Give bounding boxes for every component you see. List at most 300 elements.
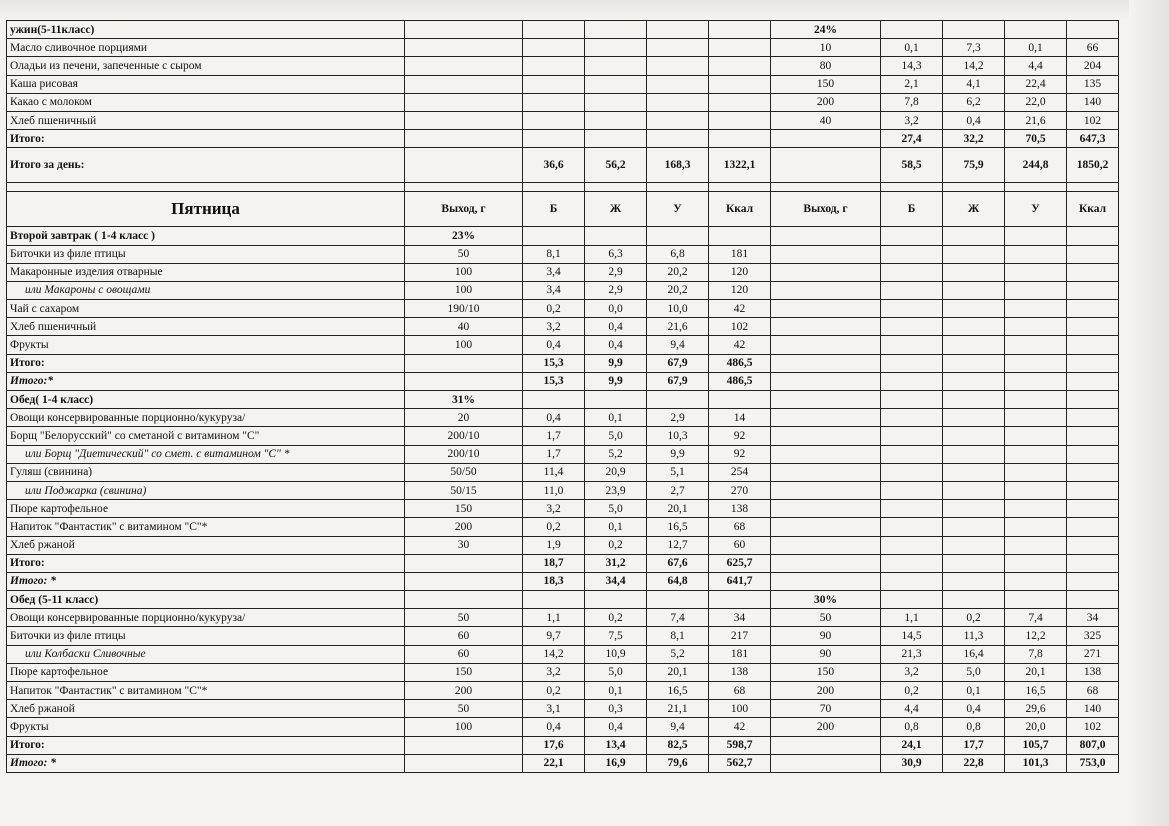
table-cell: 11,0 [523,481,585,499]
table-cell [405,554,523,572]
table-cell [1005,391,1067,409]
table-cell: 181 [709,245,771,263]
table-row [7,536,1119,554]
table-cell: 753,0 [1067,754,1119,772]
table-cell [1005,227,1067,245]
table-cell: 0,8 [943,718,1005,736]
table-cell: 1,7 [523,427,585,445]
table-cell [585,227,647,245]
table-cell [405,354,523,372]
table-cell [881,227,943,245]
table-cell [585,183,647,192]
section-title: Второй завтрак ( 1-4 класс ) [7,227,405,245]
day-total-label: Итого за день: [7,148,405,183]
table-cell: 2,9 [647,409,709,427]
table-cell [943,463,1005,481]
table-cell [1067,245,1119,263]
table-cell: 3,2 [523,500,585,518]
table-cell: 138 [1067,663,1119,681]
table-cell [647,21,709,39]
table-cell: 168,3 [647,148,709,183]
table-cell [1067,409,1119,427]
table-cell: 200/10 [405,445,523,463]
table-cell: 100 [405,336,523,354]
table-cell: 82,5 [647,736,709,754]
table-row [7,245,1119,263]
section-title-row [7,21,1119,39]
menu-table [6,20,1119,773]
total-label: Итого: [7,354,405,372]
table-cell: 22,8 [943,754,1005,772]
table-cell [585,130,647,148]
table-cell: 30 [405,536,523,554]
table-cell: 0,1 [881,39,943,57]
dish-name: Напиток "Фантастик" с витамином "С"* [7,518,405,536]
section-title-row [7,227,1119,245]
table-cell: 32,2 [943,130,1005,148]
table-cell: 9,9 [585,372,647,390]
table-cell [405,21,523,39]
column-header: Ккал [1067,192,1119,227]
scan-edge-top [0,0,1169,20]
table-cell [1067,21,1119,39]
table-cell: 150 [771,663,881,681]
table-cell: 40 [405,318,523,336]
table-cell: 20,9 [585,463,647,481]
table-cell: 1322,1 [709,148,771,183]
table-cell [881,554,943,572]
section-title: Обед( 1-4 класс) [7,391,405,409]
table-cell [1067,183,1119,192]
table-cell: 67,9 [647,354,709,372]
table-cell: 102 [709,318,771,336]
table-cell: 5,0 [943,663,1005,681]
table-row [7,93,1119,111]
table-cell: 50/50 [405,463,523,481]
table-row [7,57,1119,75]
table-cell: 181 [709,645,771,663]
table-cell [709,130,771,148]
table-cell [7,183,405,192]
total-label: Итого: * [7,572,405,590]
table-cell: 1,9 [523,536,585,554]
table-cell [585,57,647,75]
table-cell: 807,0 [1067,736,1119,754]
table-cell: 254 [709,463,771,481]
table-cell [881,263,943,281]
table-cell [585,391,647,409]
table-cell [881,300,943,318]
dish-name: Чай с сахаром [7,300,405,318]
table-cell [771,300,881,318]
table-cell [881,591,943,609]
table-cell [943,263,1005,281]
table-cell: 20,2 [647,281,709,299]
table-cell [1005,263,1067,281]
table-cell [647,227,709,245]
dish-name: Какао с молоком [7,93,405,111]
table-cell [943,21,1005,39]
table-cell: 90 [771,645,881,663]
section-percent: 23% [405,227,523,245]
table-cell [1005,300,1067,318]
table-cell [585,111,647,129]
table-cell: 42 [709,718,771,736]
table-cell: 3,2 [881,663,943,681]
table-row [7,645,1119,663]
table-cell: 0,1 [585,682,647,700]
table-cell: 0,2 [585,536,647,554]
table-cell [523,57,585,75]
table-cell: 3,2 [523,663,585,681]
table-cell [1067,263,1119,281]
table-cell [881,391,943,409]
total-label: Итого:* [7,372,405,390]
section-title: ужин(5-11класс) [7,21,405,39]
table-cell: 562,7 [709,754,771,772]
table-row [7,481,1119,499]
table-cell: 17,7 [943,736,1005,754]
table-cell: 2,9 [585,281,647,299]
table-cell [771,500,881,518]
spacer-row [7,183,1119,192]
table-cell: 0,4 [585,718,647,736]
table-cell [1005,591,1067,609]
table-cell: 100 [405,263,523,281]
table-cell: 6,2 [943,93,1005,111]
table-cell: 11,4 [523,463,585,481]
total-row [7,130,1119,148]
table-cell [405,111,523,129]
table-row [7,263,1119,281]
section-percent: 31% [405,391,523,409]
table-cell: 200 [771,718,881,736]
menu-table-body [7,21,1119,773]
table-cell: 80 [771,57,881,75]
table-cell [1067,481,1119,499]
dish-name: Оладьи из печени, запеченные с сыром [7,57,405,75]
table-row [7,518,1119,536]
table-cell [523,39,585,57]
table-cell [523,391,585,409]
section-title-row [7,391,1119,409]
table-cell [523,111,585,129]
table-cell: 3,2 [523,318,585,336]
dish-name: Пюре картофельное [7,663,405,681]
table-cell: 21,6 [647,318,709,336]
table-cell [647,39,709,57]
table-cell: 0,1 [943,682,1005,700]
table-cell [1067,536,1119,554]
table-cell: 5,0 [585,427,647,445]
dish-name: Биточки из филе птицы [7,627,405,645]
table-cell: 22,0 [1005,93,1067,111]
dish-name: Гуляш (свинина) [7,463,405,481]
table-cell: 58,5 [881,148,943,183]
table-cell: 23,9 [585,481,647,499]
table-cell: 120 [709,281,771,299]
table-cell [1005,372,1067,390]
table-cell [647,183,709,192]
table-cell: 120 [709,263,771,281]
table-cell: 6,8 [647,245,709,263]
table-cell [709,591,771,609]
table-cell [585,75,647,93]
table-cell: 598,7 [709,736,771,754]
table-cell: 15,3 [523,354,585,372]
column-header: У [647,192,709,227]
table-cell: 7,8 [881,93,943,111]
table-cell: 12,7 [647,536,709,554]
table-cell: 647,3 [1067,130,1119,148]
total-label: Итого: [7,736,405,754]
table-cell: 0,0 [585,300,647,318]
table-cell [943,554,1005,572]
table-cell: 16,5 [1005,682,1067,700]
table-cell [943,409,1005,427]
table-cell: 7,4 [1005,609,1067,627]
table-row [7,500,1119,518]
table-cell [881,445,943,463]
table-cell: 20,2 [647,263,709,281]
table-cell [943,372,1005,390]
table-cell: 2,1 [881,75,943,93]
table-cell: 9,4 [647,336,709,354]
table-cell [405,591,523,609]
table-cell: 2,7 [647,481,709,499]
table-cell [771,263,881,281]
table-cell [405,372,523,390]
table-cell [1005,572,1067,590]
table-cell: 7,8 [1005,645,1067,663]
table-cell: 50 [405,700,523,718]
table-cell: 150 [771,75,881,93]
table-row [7,39,1119,57]
table-cell: 29,6 [1005,700,1067,718]
table-cell: 79,6 [647,754,709,772]
table-cell [523,591,585,609]
table-cell [881,572,943,590]
table-cell: 101,3 [1005,754,1067,772]
table-cell [1067,463,1119,481]
table-cell: 2,9 [585,263,647,281]
table-cell: 34,4 [585,572,647,590]
section-percent: 24% [771,21,881,39]
table-cell: 200 [771,682,881,700]
table-row [7,700,1119,718]
table-cell [771,391,881,409]
table-cell: 18,7 [523,554,585,572]
table-cell [1067,554,1119,572]
table-cell: 138 [709,663,771,681]
table-cell [1067,227,1119,245]
table-cell [1005,336,1067,354]
table-cell: 102 [1067,111,1119,129]
table-cell [943,391,1005,409]
table-cell: 0,4 [523,336,585,354]
table-cell: 67,6 [647,554,709,572]
table-cell: 0,2 [585,609,647,627]
table-cell [647,111,709,129]
table-cell: 100 [709,700,771,718]
table-cell: 3,1 [523,700,585,718]
table-cell: 5,0 [585,663,647,681]
table-cell: 70,5 [1005,130,1067,148]
table-cell: 7,3 [943,39,1005,57]
table-cell: 0,2 [943,609,1005,627]
table-row [7,281,1119,299]
table-cell: 100 [405,718,523,736]
table-cell: 0,4 [943,700,1005,718]
dish-name: Фрукты [7,336,405,354]
table-cell [1005,500,1067,518]
table-cell: 27,4 [881,130,943,148]
dish-name: Борщ "Белорусский" со сметаной с витамином "С" [7,427,405,445]
table-cell: 14,2 [943,57,1005,75]
table-cell: 190/10 [405,300,523,318]
dish-name: или Поджарка (свинина) [7,481,405,499]
table-cell: 200 [405,518,523,536]
table-row [7,627,1119,645]
section-title-row [7,591,1119,609]
table-cell: 64,8 [647,572,709,590]
table-cell: 7,5 [585,627,647,645]
table-cell [405,57,523,75]
table-cell: 21,1 [647,700,709,718]
table-cell: 60 [709,536,771,554]
table-cell: 30,9 [881,754,943,772]
table-cell: 0,2 [523,682,585,700]
table-cell [1067,391,1119,409]
table-cell [943,336,1005,354]
table-cell [943,227,1005,245]
table-cell: 67,9 [647,372,709,390]
table-cell [405,183,523,192]
table-cell [881,318,943,336]
table-cell: 9,4 [647,718,709,736]
dish-name: Хлеб ржаной [7,536,405,554]
table-cell: 50 [405,609,523,627]
day-title: Пятница [7,192,405,227]
table-cell: 60 [405,645,523,663]
column-header: Ккал [709,192,771,227]
table-row [7,427,1119,445]
dish-name: Овощи консервированные порционно/кукуруза/ [7,409,405,427]
table-cell: 3,4 [523,281,585,299]
dish-name: Фрукты [7,718,405,736]
table-cell [943,500,1005,518]
table-cell: 486,5 [709,372,771,390]
table-cell [943,427,1005,445]
table-cell: 244,8 [1005,148,1067,183]
table-cell: 150 [405,663,523,681]
dish-name: Биточки из филе птицы [7,245,405,263]
table-cell: 16,5 [647,682,709,700]
table-cell: 21,6 [1005,111,1067,129]
table-cell: 138 [709,500,771,518]
table-cell: 17,6 [523,736,585,754]
table-cell [709,93,771,111]
table-cell: 0,1 [585,409,647,427]
table-cell: 11,3 [943,627,1005,645]
table-cell: 14,2 [523,645,585,663]
table-cell [1067,500,1119,518]
table-cell: 68 [709,682,771,700]
menu-sheet [6,20,1118,773]
table-cell [1067,427,1119,445]
total-label: Итого: [7,554,405,572]
header-row [7,192,1119,227]
table-cell [1005,445,1067,463]
table-cell [881,427,943,445]
table-cell [943,536,1005,554]
table-cell: 8,1 [647,627,709,645]
table-cell: 9,9 [647,445,709,463]
dish-name: Каша рисовая [7,75,405,93]
table-cell: 200 [771,93,881,111]
table-cell [881,245,943,263]
table-cell: 271 [1067,645,1119,663]
table-cell [771,183,881,192]
table-cell [1067,354,1119,372]
table-cell: 1,1 [881,609,943,627]
table-cell: 10,9 [585,645,647,663]
column-header: Выход, г [771,192,881,227]
table-cell: 625,7 [709,554,771,572]
column-header: Б [881,192,943,227]
table-cell [771,754,881,772]
total-row [7,572,1119,590]
table-cell: 3,2 [881,111,943,129]
table-cell [771,481,881,499]
table-cell [943,245,1005,263]
table-cell [1067,336,1119,354]
table-cell: 13,4 [585,736,647,754]
table-cell [1067,445,1119,463]
table-cell: 22,1 [523,754,585,772]
table-cell [1005,536,1067,554]
table-cell: 150 [405,500,523,518]
table-cell [771,245,881,263]
table-cell [523,75,585,93]
table-cell: 270 [709,481,771,499]
table-cell: 200/10 [405,427,523,445]
table-cell [709,227,771,245]
table-cell: 18,3 [523,572,585,590]
table-cell [523,130,585,148]
table-cell: 75,9 [943,148,1005,183]
table-cell: 16,5 [647,518,709,536]
table-cell [943,318,1005,336]
table-cell [943,354,1005,372]
table-cell [405,93,523,111]
table-cell [405,754,523,772]
dish-name: Хлеб ржаной [7,700,405,718]
table-cell: 9,9 [585,354,647,372]
total-row [7,736,1119,754]
table-cell [1067,372,1119,390]
table-cell [943,481,1005,499]
table-cell [881,463,943,481]
table-cell [585,39,647,57]
table-cell [771,227,881,245]
table-cell: 200 [405,682,523,700]
table-cell [943,591,1005,609]
total-row [7,754,1119,772]
table-cell [1005,409,1067,427]
table-cell: 1,7 [523,445,585,463]
table-cell: 10,0 [647,300,709,318]
